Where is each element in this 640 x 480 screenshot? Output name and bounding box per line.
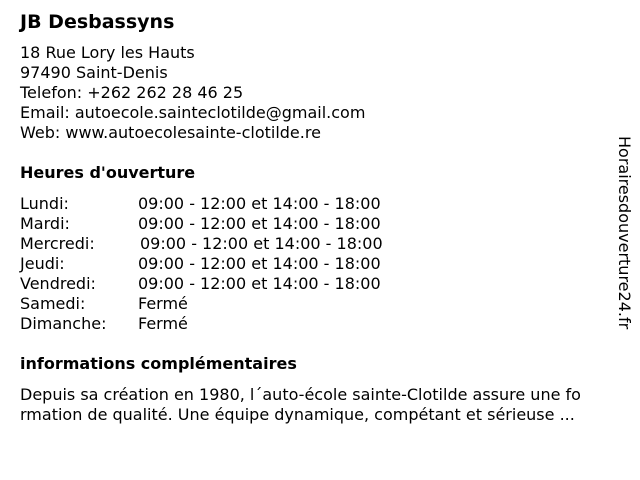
description-line: rmation de qualité. Une équipe dynamique, compétant et sérieuse ... [20, 405, 575, 424]
address-city: 97490 Saint-Denis [20, 63, 168, 82]
day-label: Mardi: [20, 214, 70, 233]
time-value: Fermé [138, 294, 188, 313]
time-value: 09:00 - 12:00 et 14:00 - 18:00 [138, 274, 381, 293]
business-name: JB Desbassyns [20, 11, 175, 33]
time-value: 09:00 - 12:00 et 14:00 - 18:00 [138, 194, 381, 213]
time-value: 09:00 - 12:00 et 14:00 - 18:00 [140, 234, 383, 253]
day-label: Lundi: [20, 194, 69, 213]
additional-info-heading: informations complémentaires [20, 354, 297, 373]
day-label: Samedi: [20, 294, 86, 313]
description-text [20, 385, 632, 425]
address-street: 18 Rue Lory les Hauts [20, 43, 195, 62]
time-value: 09:00 - 12:00 et 14:00 - 18:00 [138, 254, 381, 273]
description-line: Depuis sa création en 1980, l´auto-école sainte-Clotilde assure une fo [20, 385, 581, 404]
time-value: 09:00 - 12:00 et 14:00 - 18:00 [138, 214, 381, 233]
time-value: Fermé [138, 314, 188, 333]
contact-block [20, 43, 365, 143]
website-text: Web: www.autoecolesainte-clotilde.re [20, 123, 321, 142]
site-watermark: Horairesdouverture24.fr [615, 136, 634, 330]
email-text: Email: autoecole.sainteclotilde@gmail.com [20, 103, 366, 122]
phone-text: Telefon: +262 262 28 46 25 [20, 83, 244, 102]
day-label: Jeudi: [20, 254, 65, 273]
day-label: Dimanche: [20, 314, 107, 333]
business-listing [20, 0, 615, 480]
day-label: Mercredi: [20, 234, 95, 253]
day-label: Vendredi: [20, 274, 96, 293]
opening-hours-heading: Heures d'ouverture [20, 163, 196, 182]
